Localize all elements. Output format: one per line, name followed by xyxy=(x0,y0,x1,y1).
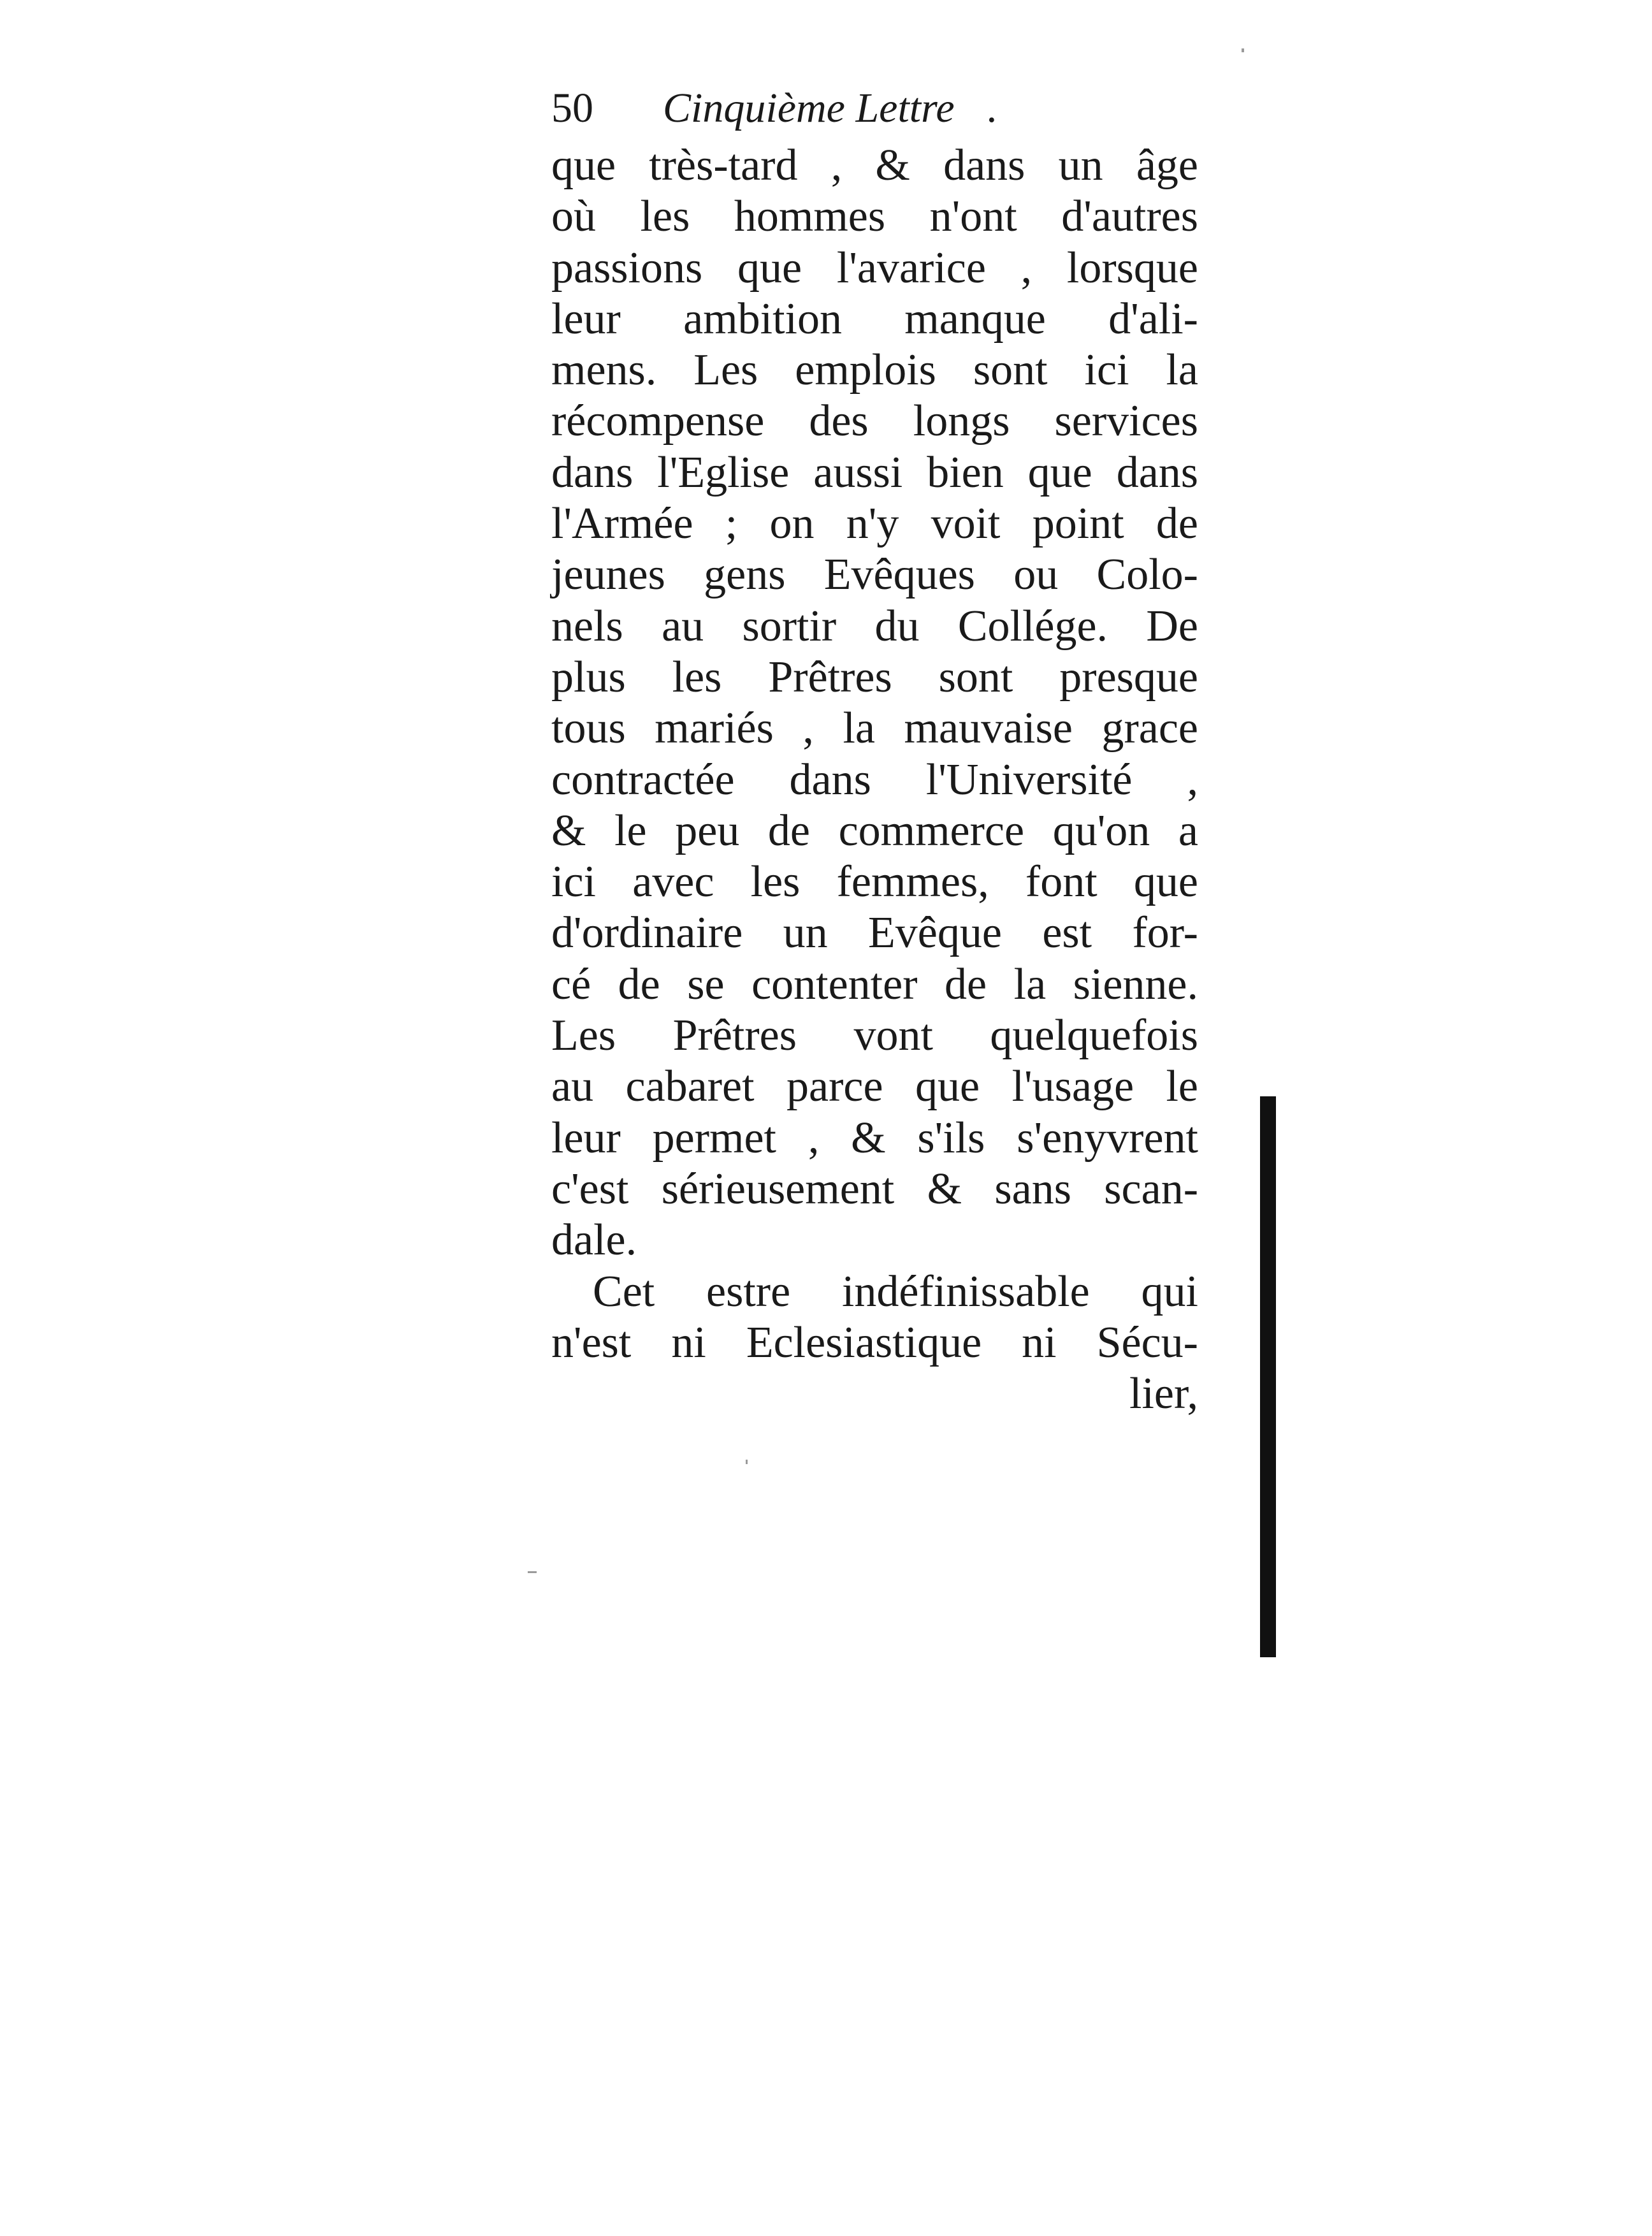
margin-scan-bar xyxy=(1260,1096,1276,1657)
text-line: où les hommes n'ont d'autres xyxy=(551,192,1198,242)
text-line: dale. xyxy=(551,1216,637,1265)
text-line: d'ordinaire un Evêque est for- xyxy=(551,908,1198,958)
running-mark: . xyxy=(986,85,997,131)
text-line: & le peu de commerce qu'on a xyxy=(551,806,1198,855)
running-title: Cinquième Lettre xyxy=(663,85,955,131)
running-head xyxy=(551,76,1198,140)
text-line: jeunes gens Evêques ou Colo- xyxy=(551,550,1198,600)
text-block xyxy=(551,76,1198,1419)
text-line: que très-tard , & dans un âge xyxy=(551,141,1198,190)
text-line: au cabaret parce que l'usage le xyxy=(551,1062,1198,1112)
text-line: cé de se contenter de la sienne. xyxy=(551,959,1198,1009)
catchword: lier, xyxy=(1129,1369,1198,1419)
text-line: plus les Prêtres sont presque xyxy=(551,652,1198,702)
text-line: Les Prêtres vont quelquefois xyxy=(551,1011,1198,1061)
text-line: nels au sortir du Collége. De xyxy=(551,601,1198,651)
text-line: c'est sérieusement & sans scan- xyxy=(551,1164,1198,1214)
scan-speck xyxy=(746,1460,748,1464)
scan-speck xyxy=(1242,48,1244,52)
text-line: leur ambition manque d'ali- xyxy=(551,294,1198,344)
text-line: tous mariés , la mauvaise grace xyxy=(551,704,1198,753)
paragraph-first-line: Cet estre indéfinissable qui xyxy=(593,1267,1198,1316)
scan-speck xyxy=(528,1571,537,1573)
text-line: mens. Les emplois sont ici la xyxy=(551,345,1198,395)
page-number: 50 xyxy=(551,85,593,131)
text-line: contractée dans l'Université , xyxy=(551,755,1198,804)
text-line: passions que l'avarice , lorsque xyxy=(551,243,1198,293)
text-line: l'Armée ; on n'y voit point de xyxy=(551,499,1198,549)
text-line: récompense des longs services xyxy=(551,396,1198,446)
text-line: dans l'Eglise aussi bien que dans xyxy=(551,447,1198,497)
text-line: n'est ni Eclesiastique ni Sécu- xyxy=(551,1318,1198,1367)
text-line: ici avec les femmes, font que xyxy=(551,857,1198,907)
text-line: leur permet , & s'ils s'enyvrent xyxy=(551,1113,1198,1163)
